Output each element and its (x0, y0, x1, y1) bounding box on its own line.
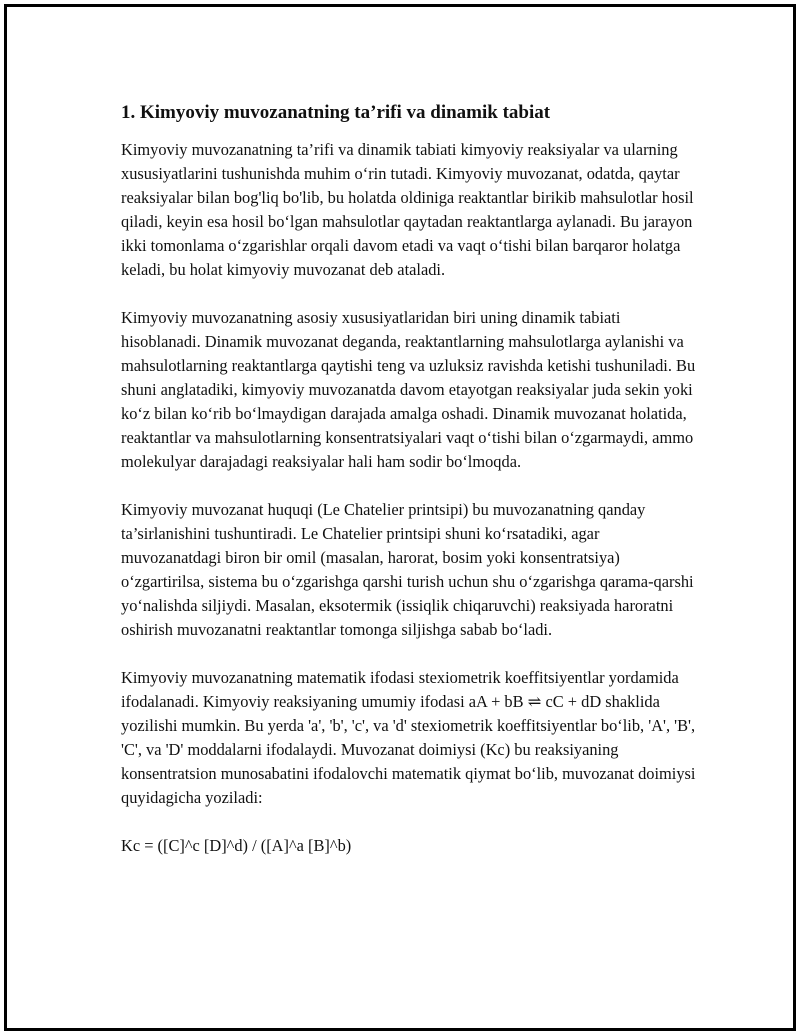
paragraph-definition: Kimyoviy muvozanatning ta’rifi va dinamik tabiati kimyoviy reaksiyalar va ularning xususiyatlarini tushunishda muhim o‘rin tutadi. Kimyoviy muvozanat, odatda, qaytar reaksiyalar bilan bog'liq bo'lib, bu holatda oldiniga reaktantlar birikib mahsulotlar hosil qiladi, keyin esa hosil bo‘lgan mahsulotlar qaytadan reaktantlarga aylanadi. Bu jarayon ikki tomonlama o‘zgarishlar orqali davom etadi va vaqt o‘tishi bilan barqaror holatga keladi, bu holat kimyoviy muvozanat deb ataladi. (121, 140, 694, 279)
section-heading: 1. Kimyoviy muvozanatning ta’rifi va dinamik tabiat (121, 102, 551, 123)
paragraph-dynamic-nature: Kimyoviy muvozanatning asosiy xususiyatlaridan biri uning dinamik tabiati hisoblanadi. Dinamik muvozanat deganda, reaktantlarning mahsulotlarga aylanishi va mahsulotlarning reaktantlarga qaytishi teng va uzluksiz ravishda ketishi tushuniladi. Bu shuni anglatadiki, kimyoviy muvozanatda davom etayotgan reaksiyalar juda sekin yoki ko‘z bilan ko‘rib bo‘lmaydigan darajada amalga oshadi. Dinamik muvozanat holatida, reaktantlar va mahsulotlarning konsentratsiyalari vaqt o‘tishi bilan o‘zgarmaydi, ammo molekulyar darajadagi reaksiyalar hali ham sodir bo‘lmoqda. (121, 308, 696, 471)
paragraph-math-expression: Kimyoviy muvozanatning matematik ifodasi stexiometrik koeffitsiyentlar yordamida ifodalanadi. Kimyoviy reaksiyaning umumiy ifodasi aA + bB ⇌ cC + dD shaklida yozilishi mumkin. Bu yerda 'a', 'b', 'c', va 'd' stexiometrik koeffitsiyentlar bo‘lib, 'A', 'B', 'C', va 'D' moddalarni ifodalaydi. Muvozanat doimiysi (Kc) bu reaksiyaning konsentratsion munosabatini ifodalovchi matematik qiymat bo‘lib, muvozanat doimiysi quyidagicha yoziladi: (121, 668, 696, 807)
paragraph-le-chatelier: Kimyoviy muvozanat huquqi (Le Chatelier printsipi) bu muvozanatning qanday ta’sirlanishini tushuntiradi. Le Chatelier printsipi shuni ko‘rsatadiki, agar muvozanatdagi biron bir omil (masalan, harorat, bosim yoki konsentratsiya) o‘zgartirilsa, sistema bu o‘zgarishga qarshi turish uchun shu o‘zgarishga qarama-qarshi yo‘nalishda siljiydi. Masalan, eksotermik (issiqlik chiqaruvchi) reaksiyada haroratni oshirish muvozanatni reaktantlar tomonga siljishga sabab bo‘ladi. (121, 500, 694, 639)
page-frame (4, 4, 796, 1031)
equilibrium-constant-formula: Kc = ([C]^c [D]^d) / ([A]^a [B]^b) (121, 836, 352, 855)
document-body (121, 100, 696, 858)
